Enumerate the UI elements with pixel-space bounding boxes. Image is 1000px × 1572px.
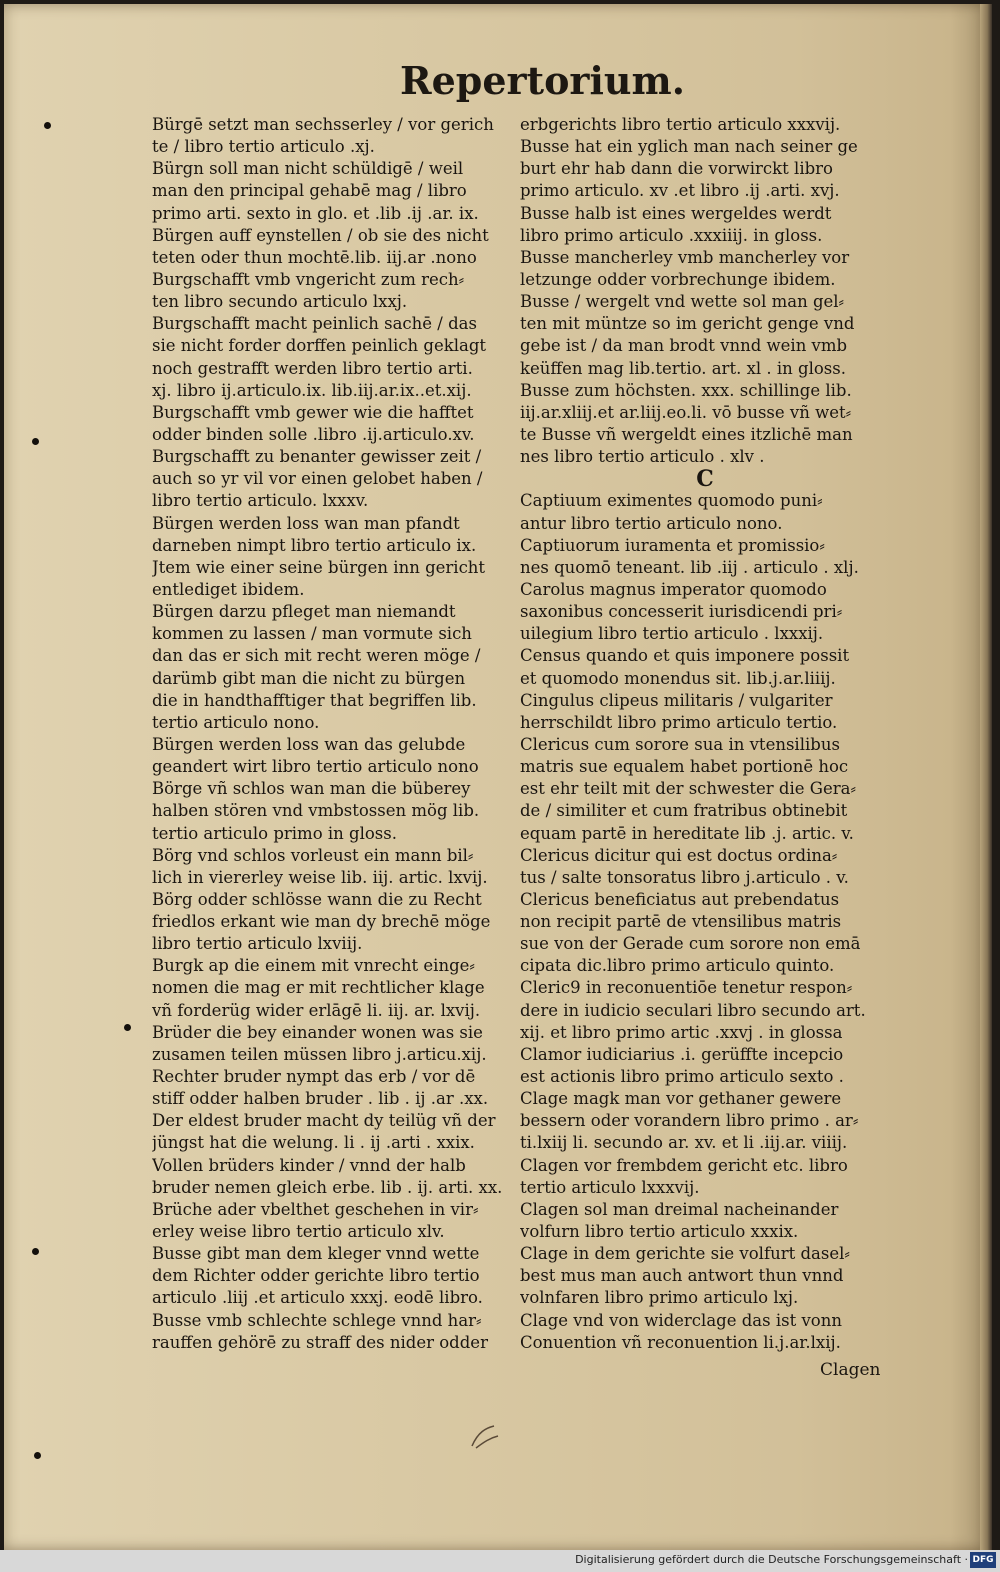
text-line: Börge vñ schlos wan man die büberey (152, 779, 471, 799)
text-line: dere in iudicio seculari libro secundo art. (520, 1000, 866, 1020)
text-line: man den principal gehabē mag / libro (152, 181, 467, 201)
text-line: ti.lxiij li. secundo ar. xv. et li .iij.ar. viiij. (520, 1133, 848, 1153)
text-line: noch gestrafft werden libro tertio arti. (152, 358, 473, 378)
left-column (152, 114, 522, 1354)
text-line: Busse zum höchsten. xxx. schillinge lib. (520, 380, 852, 400)
text-line: Vollen brüders kinder / vnnd der halb (152, 1155, 466, 1175)
text-line: Burgschafft macht peinlich sachē / das (152, 314, 477, 334)
text-line: articulo .liij .et articulo xxxj. eodē libro. (152, 1288, 483, 1308)
text-line: equam partē in hereditate lib .j. artic. v. (520, 823, 854, 843)
text-line: burt ehr hab dann die vorwirckt libro (520, 159, 833, 179)
text-line: die in handthafftiger that begriffen lib. (152, 690, 477, 710)
text-line: Brüche ader vbelthet geschehen in vir⸗ (152, 1199, 479, 1219)
text-line: Clagen vor frembdem gericht etc. libro (520, 1155, 848, 1175)
text-line: Busse vmb schlechte schlege vnnd har⸗ (152, 1310, 482, 1330)
text-line: kommen zu lassen / man vormute sich (152, 624, 472, 644)
text-line: Busse hat ein yglich man nach seiner ge (520, 137, 858, 157)
text-line: Cleric9 in reconuentiōe tenetur respon⸗ (520, 978, 853, 998)
text-line: matris sue equalem habet portionē hoc (520, 757, 849, 777)
text-line: jüngst hat die welung. li . ij .arti . xxix. (152, 1133, 475, 1153)
margin-dot (32, 438, 39, 445)
text-line: Burgk ap die einem mit vnrecht einge⸗ (152, 956, 475, 976)
text-line: herrschildt libro primo articulo tertio. (520, 712, 838, 732)
text-line: rauffen gehörē zu straff des nider odder (152, 1332, 488, 1352)
text-line: Bürgn soll man nicht schüldigē / weil (152, 159, 464, 179)
catchword: Clagen (820, 1360, 881, 1380)
right-column (520, 114, 890, 1354)
text-line: Der eldest bruder macht dy teilüg vñ der (152, 1111, 496, 1131)
text-line: teten oder thun mochtē.lib. iij.ar .nono (152, 247, 477, 267)
text-line: geandert wirt libro tertio articulo nono (152, 757, 479, 777)
text-line: Captiuum eximentes quomodo puni⸗ (520, 491, 823, 511)
text-line: Busse / wergelt vnd wette sol man gel⸗ (520, 292, 845, 312)
text-line: tertio articulo nono. (152, 712, 320, 732)
text-line: sue von der Gerade cum sorore non emā (520, 934, 861, 954)
text-line: cipata dic.libro primo articulo quinto. (520, 956, 835, 976)
text-line: Carolus magnus imperator quomodo (520, 579, 827, 599)
text-line: nes libro tertio articulo . xlv . (520, 447, 765, 467)
text-line: antur libro tertio articulo nono. (520, 513, 783, 533)
text-line: Clagen sol man dreimal nacheinander (520, 1199, 839, 1219)
text-line: friedlos erkant wie man dy brechē möge (152, 912, 491, 932)
dfg-logo: DFG (970, 1552, 996, 1568)
text-line: te Busse vñ wergeldt eines itzlichē man (520, 424, 853, 444)
text-line: Börg odder schlösse wann die zu Recht (152, 889, 482, 909)
text-line: auch so yr vil vor einen gelobet haben / (152, 469, 483, 489)
text-line: libro primo articulo .xxxiiij. in gloss. (520, 225, 823, 245)
text-line: Bürgen auff eynstellen / ob sie des nicht (152, 225, 489, 245)
text-line: sie nicht forder dorffen peinlich geklagt (152, 336, 487, 356)
text-line: Clericus beneficiatus aut prebendatus (520, 889, 840, 909)
text-line: stiff odder halben bruder . lib . ij .ar .xx. (152, 1089, 489, 1109)
section-letter: C (696, 468, 714, 491)
text-line: Clericus cum sorore sua in vtensilibus (520, 734, 840, 754)
text-line: entlediget ibidem. (152, 579, 305, 599)
text-line: Busse halb ist eines wergeldes werdt (520, 203, 832, 223)
text-line: Census quando et quis imponere possit (520, 646, 850, 666)
text-line: ten mit müntze so im gericht genge vnd (520, 314, 855, 334)
text-line: primo articulo. xv .et libro .ij .arti. xvj. (520, 181, 840, 201)
pen-mark (464, 1422, 504, 1452)
text-line: Rechter bruder nympt das erb / vor dē (152, 1067, 476, 1087)
text-line: best mus man auch antwort thun vnnd (520, 1266, 844, 1286)
text-line: Brüder die bey einander wonen was sie (152, 1022, 483, 1042)
text-line: nomen die mag er mit rechtlicher klage (152, 978, 485, 998)
text-line: darneben nimpt libro tertio articulo ix. (152, 535, 477, 555)
text-line: Busse mancherley vmb mancherley vor (520, 247, 850, 267)
text-line: bessern oder vorandern libro primo . ar⸗ (520, 1111, 859, 1131)
running-head: Repertorium. (400, 58, 685, 103)
text-line: letzunge odder vorbrechunge ibidem. (520, 269, 836, 289)
text-line: keüffen mag lib.tertio. art. xl . in gloss. (520, 358, 846, 378)
text-line: Burgschafft vmb vngericht zum rech⸗ (152, 269, 465, 289)
text-line: Burgschafft vmb gewer wie die hafftet (152, 402, 474, 422)
text-line: te / libro tertio articulo .xj. (152, 137, 375, 157)
text-line: darümb gibt man die nicht zu bürgen (152, 668, 466, 688)
text-line: bruder nemen gleich erbe. lib . ij. arti. xx. (152, 1177, 503, 1197)
text-line: dem Richter odder gerichte libro tertio (152, 1266, 480, 1286)
margin-dot (44, 122, 51, 129)
text-line: Clericus dicitur qui est doctus ordina⸗ (520, 845, 838, 865)
text-line: primo arti. sexto in glo. et .lib .ij .ar. ix. (152, 203, 479, 223)
text-line: non recipit partē de vtensilibus matris (520, 912, 842, 932)
margin-dot (34, 1452, 41, 1459)
text-line: saxonibus concesserit iurisdicendi pri⸗ (520, 602, 843, 622)
text-line: Captiuorum iuramenta et promissio⸗ (520, 535, 825, 555)
text-line: uilegium libro tertio articulo . lxxxij. (520, 624, 824, 644)
text-line: est actionis libro primo articulo sexto . (520, 1067, 844, 1087)
margin-dot (32, 1248, 39, 1255)
text-line: est ehr teilt mit der schwester die Gera⸗ (520, 779, 856, 799)
text-line: xij. et libro primo artic .xxvj . in glossa (520, 1022, 843, 1042)
text-line: nes quomō teneant. lib .iij . articulo . xlj. (520, 557, 859, 577)
page-edge-shadow (980, 4, 992, 1550)
text-line: de / similiter et cum fratribus obtinebit (520, 801, 848, 821)
text-line: Clage vnd von widerclage das ist vonn (520, 1310, 842, 1330)
text-line: libro tertio articulo lxviij. (152, 934, 363, 954)
text-line: Clage magk man vor gethaner gewere (520, 1089, 842, 1109)
footer-credit: Digitalisierung gefördert durch die Deutsche Forschungsgemeinschaft · (575, 1553, 968, 1566)
text-line: iij.ar.xliij.et ar.liij.eo.li. vō busse vñ wet⸗ (520, 402, 852, 422)
text-line: vñ forderüg wider erlāgē li. iij. ar. lxvij. (152, 1000, 481, 1020)
text-line: gebe ist / da man brodt vnnd wein vmb (520, 336, 848, 356)
text-line: lich in viererley weise lib. iij. artic. lxvij. (152, 867, 488, 887)
text-line: Bürgē setzt man sechsserley / vor gerich (152, 115, 494, 134)
text-line: Clage in dem gerichte sie volfurt dasel⸗ (520, 1244, 850, 1264)
text-line: zusamen teilen müssen libro j.articu.xij. (152, 1044, 487, 1064)
text-line: Bürgen werden loss wan das gelubde (152, 734, 466, 754)
text-line: dan das er sich mit recht weren möge / (152, 646, 481, 666)
text-line: xj. libro ij.articulo.ix. lib.iij.ar.ix..et.xij. (152, 380, 472, 400)
text-line: Burgschafft zu benanter gewisser zeit / (152, 447, 482, 467)
text-line: Jtem wie einer seine bürgen inn gericht (152, 557, 486, 577)
text-line: odder binden solle .libro .ij.articulo.xv. (152, 424, 475, 444)
text-line: Bürgen darzu pfleget man niemandt (152, 602, 456, 622)
text-line: Cingulus clipeus militaris / vulgariter (520, 690, 833, 710)
text-line: ten libro secundo articulo lxxj. (152, 292, 408, 312)
text-line: Börg vnd schlos vorleust ein mann bil⸗ (152, 845, 474, 865)
text-line: Bürgen werden loss wan man pfandt (152, 513, 460, 533)
text-line: volnfaren libro primo articulo lxj. (520, 1288, 799, 1308)
text-line: halben stören vnd vmbstossen mög lib. (152, 801, 480, 821)
text-line: tertio articulo primo in gloss. (152, 823, 397, 843)
text-line: Conuention vñ reconuention li.j.ar.lxij. (520, 1332, 841, 1352)
text-line: Clamor iudiciarius .i. gerüffte incepcio (520, 1044, 844, 1064)
text-line: et quomodo monendus sit. lib.j.ar.liiij. (520, 668, 836, 688)
text-line: Busse gibt man dem kleger vnnd wette (152, 1244, 480, 1264)
text-line: tus / salte tonsoratus libro j.articulo . v. (520, 867, 849, 887)
text-line: libro tertio articulo. lxxxv. (152, 491, 369, 511)
margin-dot (124, 1024, 131, 1031)
text-line: volfurn libro tertio articulo xxxix. (520, 1222, 799, 1242)
text-line: tertio articulo lxxxvij. (520, 1177, 700, 1197)
text-line: erley weise libro tertio articulo xlv. (152, 1222, 445, 1242)
text-line: erbgerichts libro tertio articulo xxxvij. (520, 115, 841, 134)
